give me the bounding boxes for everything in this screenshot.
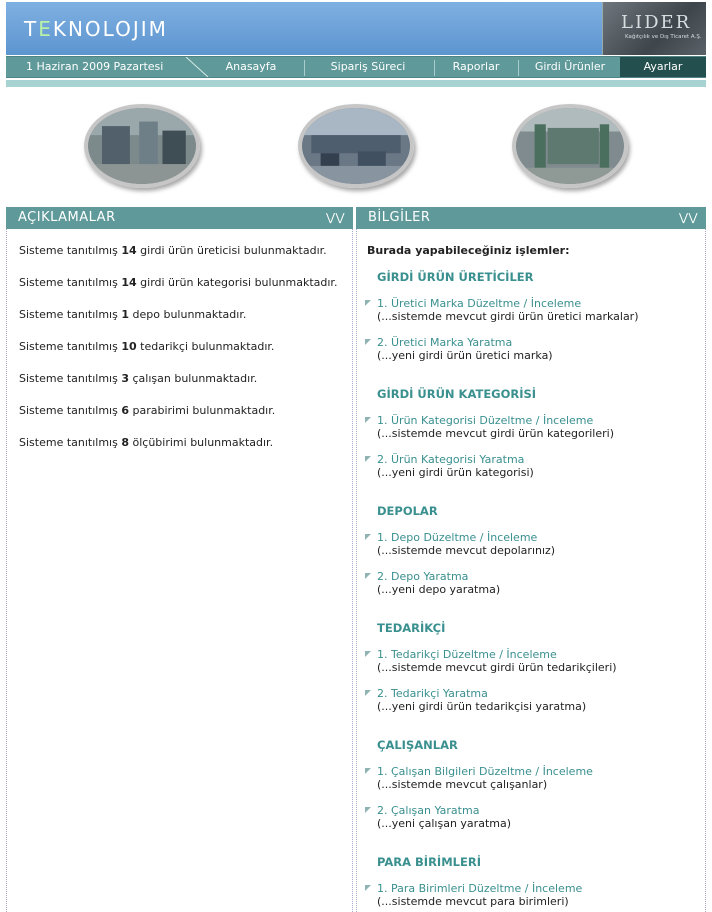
brand-logo (602, 2, 706, 55)
nav-item-girdi-urunler[interactable]: Girdi Ürünler (534, 60, 606, 73)
stat-text: depo bulunmaktadır. (129, 308, 247, 321)
bullet-triangle-icon (365, 456, 371, 462)
stat-line-olcubirimi (19, 436, 273, 449)
site-logo[interactable] (24, 17, 168, 41)
brand-subtitle: Kağıtçılık ve Dış Ticaret A.Ş. (625, 34, 702, 40)
logo-text-rest: KNOLOJIM (52, 17, 168, 41)
stat-text: Sisteme tanıtılmış (19, 308, 122, 321)
stat-number: 14 (121, 244, 137, 257)
factory-photo-2 (298, 104, 414, 188)
factory-photo-1 (84, 104, 200, 188)
bullet-triangle-icon (365, 534, 371, 540)
nav-item-anasayfa[interactable]: Anasayfa (225, 60, 277, 73)
link-description: (...sistemde mevcut girdi ürün kategorileri) (377, 427, 614, 440)
link-depo-duzeltme[interactable]: 1. Depo Düzeltme / İnceleme (377, 531, 538, 544)
stat-line-calisan (19, 372, 257, 385)
section-title-kategori: GİRDİ ÜRÜN KATEGORİSİ (377, 387, 537, 401)
link-tedarikci-duzeltme[interactable]: 1. Tedarikçi Düzeltme / İnceleme (377, 648, 557, 661)
link-urun-kategorisi-duzeltme[interactable]: 1. Ürün Kategorisi Düzeltme / İnceleme (377, 414, 594, 427)
nav-separator (304, 60, 305, 76)
header-banner (6, 2, 706, 55)
link-description: (...sistemde mevcut para birimleri) (377, 895, 569, 908)
bullet-triangle-icon (365, 573, 371, 579)
stat-line-kategoriler (19, 276, 337, 289)
nav-separator (518, 60, 519, 76)
bullet-triangle-icon (365, 300, 371, 306)
nav-item-ayarlar[interactable]: Ayarlar (620, 57, 706, 77)
aciklamalar-panel-header (6, 207, 353, 229)
stat-line-depo (19, 308, 246, 321)
link-description: (...yeni girdi ürün tedarikçisi yaratma) (377, 700, 587, 713)
section-title-depolar: DEPOLAR (377, 504, 438, 518)
aciklamalar-title: AÇIKLAMALAR (18, 210, 116, 225)
link-calisan-yaratma[interactable]: 2. Çalışan Yaratma (377, 804, 480, 817)
stat-line-tedarikci (19, 340, 274, 353)
bullet-triangle-icon (365, 807, 371, 813)
section-title-tedarikci: TEDARİKÇİ (377, 621, 446, 635)
nav-date: 1 Haziran 2009 Pazartesi (26, 60, 164, 73)
stat-number: 3 (121, 372, 129, 385)
section-title-calisanlar: ÇALIŞANLAR (377, 738, 458, 752)
stat-text: Sisteme tanıtılmış (19, 404, 122, 417)
link-para-birimleri-duzeltme[interactable]: 1. Para Birimleri Düzeltme / İnceleme (377, 882, 583, 895)
bullet-triangle-icon (365, 339, 371, 345)
link-uretici-marka-duzeltme[interactable]: 1. Üretici Marka Düzeltme / İnceleme (377, 297, 582, 310)
intro-text: Burada yapabileceğiniz işlemler: (367, 244, 570, 257)
stat-text: tedarikçi bulunmaktadır. (136, 340, 275, 353)
link-description: (...yeni depo yaratma) (377, 583, 501, 596)
bullet-triangle-icon (365, 651, 371, 657)
stat-line-ureticiler (19, 244, 327, 257)
link-description: (...yeni çalışan yaratma) (377, 817, 511, 830)
stat-number: 10 (121, 340, 137, 353)
stat-text: parabirimi bulunmaktadır. (129, 404, 276, 417)
stat-text: Sisteme tanıtılmış (19, 276, 122, 289)
logo-letter-t: T (24, 17, 39, 41)
stat-text: çalışan bulunmaktadır. (129, 372, 258, 385)
bullet-triangle-icon (365, 417, 371, 423)
link-description: (...sistemde mevcut depolarınız) (377, 544, 556, 557)
link-description: (...yeni girdi ürün kategorisi) (377, 466, 534, 479)
nav-item-raporlar[interactable]: Raporlar (452, 60, 500, 73)
stat-text: ölçübirimi bulunmaktadır. (129, 436, 274, 449)
section-title-para-birimleri: PARA BİRİMLERİ (377, 855, 481, 869)
aciklamalar-panel-body (6, 229, 353, 912)
collapse-chevron-icon[interactable]: ⋁⋁ (325, 211, 345, 224)
stat-text: girdi ürün üreticisi bulunmaktadır. (136, 244, 327, 257)
nav-underline-bar (6, 80, 706, 87)
stat-number: 6 (121, 404, 129, 417)
link-description: (...sistemde mevcut çalışanlar) (377, 778, 548, 791)
stat-text: Sisteme tanıtılmış (19, 340, 122, 353)
link-description: (...yeni girdi ürün üretici marka) (377, 349, 553, 362)
bullet-triangle-icon (365, 885, 371, 891)
stat-text: Sisteme tanıtılmış (19, 244, 122, 257)
stat-text: girdi ürün kategorisi bulunmaktadır. (136, 276, 338, 289)
collapse-chevron-icon[interactable]: ⋁⋁ (678, 211, 698, 224)
stat-line-parabirimi (19, 404, 275, 417)
stat-number: 14 (121, 276, 137, 289)
factory-photo-3 (512, 104, 628, 188)
bullet-triangle-icon (365, 768, 371, 774)
link-urun-kategorisi-yaratma[interactable]: 2. Ürün Kategorisi Yaratma (377, 453, 525, 466)
main-nav (6, 56, 706, 78)
stat-number: 1 (121, 308, 129, 321)
link-calisan-bilgileri-duzeltme[interactable]: 1. Çalışan Bilgileri Düzeltme / İnceleme (377, 765, 593, 778)
bullet-triangle-icon (365, 690, 371, 696)
link-uretici-marka-yaratma[interactable]: 2. Üretici Marka Yaratma (377, 336, 513, 349)
nav-separator (434, 60, 435, 76)
brand-name: LIDER (621, 12, 692, 33)
section-title-ureticiler: GİRDİ ÜRÜN ÜRETİCİLER (377, 270, 534, 284)
link-depo-yaratma[interactable]: 2. Depo Yaratma (377, 570, 469, 583)
bilgiler-title: BİLGİLER (368, 210, 431, 225)
logo-accent-letter: E (38, 17, 53, 41)
link-description: (...sistemde mevcut girdi ürün tedarikçileri) (377, 661, 617, 674)
stat-text: Sisteme tanıtılmış (19, 436, 122, 449)
bilgiler-panel-body (356, 229, 706, 912)
stat-text: Sisteme tanıtılmış (19, 372, 122, 385)
link-tedarikci-yaratma[interactable]: 2. Tedarikçi Yaratma (377, 687, 488, 700)
bilgiler-panel-header (356, 207, 706, 229)
nav-item-siparis-sureci[interactable]: Sipariş Süreci (330, 60, 406, 73)
link-description: (...sistemde mevcut girdi ürün üretici markalar) (377, 310, 639, 323)
stat-number: 8 (121, 436, 129, 449)
